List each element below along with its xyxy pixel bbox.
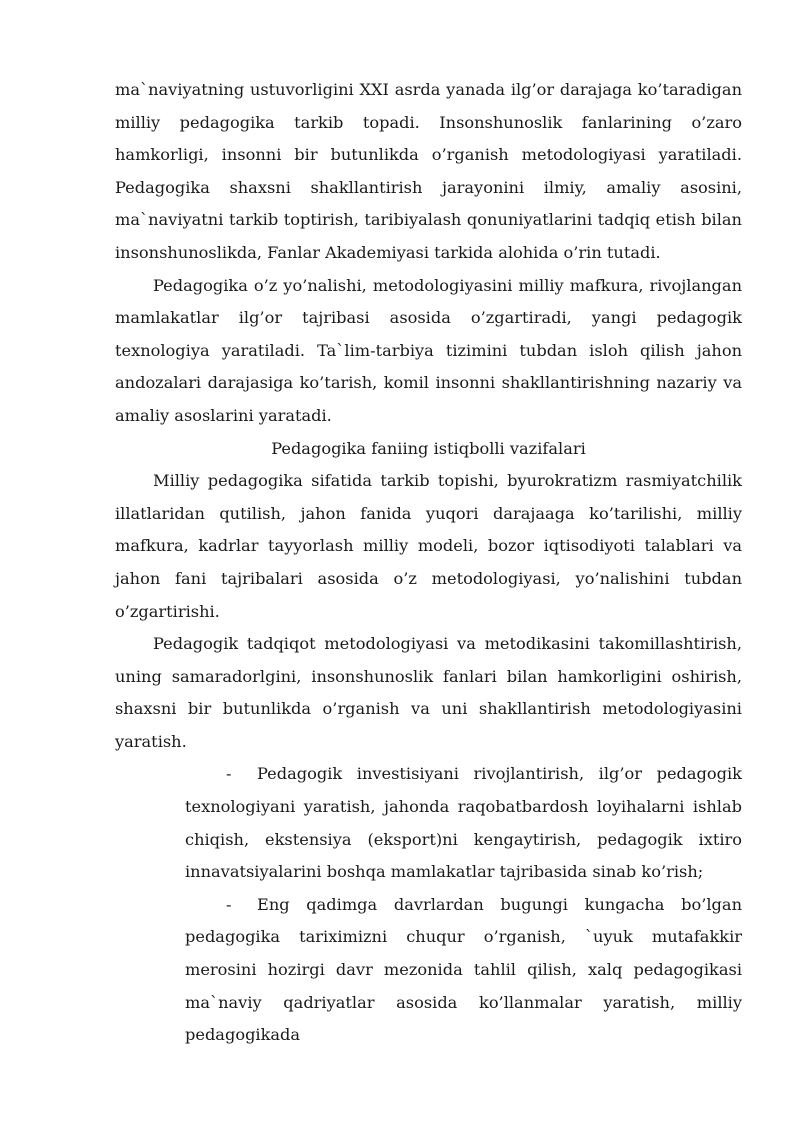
list-item	[185, 889, 742, 1052]
paragraph-research-methodology: Pedagogik tadqiqot metodologiyasi va metodikasini takomillashtirish, uning samaradorlgini, insonshunoslik fanlari bilan hamkorligini oshirish, shaxsni bir butunlikda o’rganish va uni shakllantirish metodologiyasini yaratish.	[115, 634, 742, 751]
section-heading: Pedagogika faniing istiqbolli vazifalari	[271, 438, 586, 458]
list-item-text: Pedagogik investisiyani rivojlantirish, ilg’or pedagogik texnologiyani yaratish, jahonda raqobatbardosh loyihalarni ishlab chiqish, ekstensiya (eksport)ni kengaytirish, pedagogik ixtiro innavatsiyalarini boshqa mamlakatlar tajribasida sinab ko’rish;	[185, 764, 742, 882]
paragraph-national-pedagogy: Milliy pedagogika sifatida tarkib topishi, byurokratizm rasmiyatchilik illatlaridan qutilish, jahon fanida yuqori darajaaga ko’tarilishi, milliy mafkura, kadrlar tayyorlash milliy modeli, bozor iqtisodiyoti talablari va jahon fani tajribalari asosida o’z metodologiyasi, yo’nalishini tubdan o’zgartirishi.	[115, 471, 742, 621]
list-item	[185, 758, 742, 888]
list-item-text: Eng qadimga davrlardan bugungi kungacha bo’lgan pedagogika tariximizni chuqur o’rganish, `uyuk mutafakkir merosini hozirgi davr mezonida tahlil qilish, xalq pedagogikasi ma`naviy qadriyatlar asosida ko’llanmalar yaratish, milliy pedagogikada	[185, 894, 742, 1045]
paragraph-pedagogy-direction: Pedagogika o’z yo’nalishi, metodologiyasini milliy mafkura, rivojlangan mamlakatlar ilg’or tajribasi asosida o’zgartiradi, yangi pedagogik texnologiya yaratiladi. Ta`lim-tarbiya tizimini tubdan isloh qilish jahon andozalari darajasiga ko’tarish, komil insonni shakllantirishning nazariy va amaliy asoslarini yaratadi.	[115, 275, 742, 425]
paragraph-continuation: ma`naviyatning ustuvorligini XXI asrda yanada ilg’or darajaga ko’taradigan milliy pedagogika tarkib topadi. Insonshunoslik fanlarining o’zaro hamkorligi, insonni bir butunlikda o’rganish metodologiyasi yaratiladi. Pedagogika shaxsni shakllantirish jarayonini ilmiy, amaliy asosini, ma`naviyatni tarkib toptirish, taribiyalash qonuniyatlarini tadqiq etish bilan insonshunoslikda, Fanlar Akademiyasi tarkida alohida o’rin tutadi.	[115, 80, 742, 262]
document-page	[115, 74, 742, 1052]
dash-marker: -	[226, 764, 232, 784]
task-list	[115, 758, 742, 1051]
dash-marker: -	[226, 894, 232, 914]
